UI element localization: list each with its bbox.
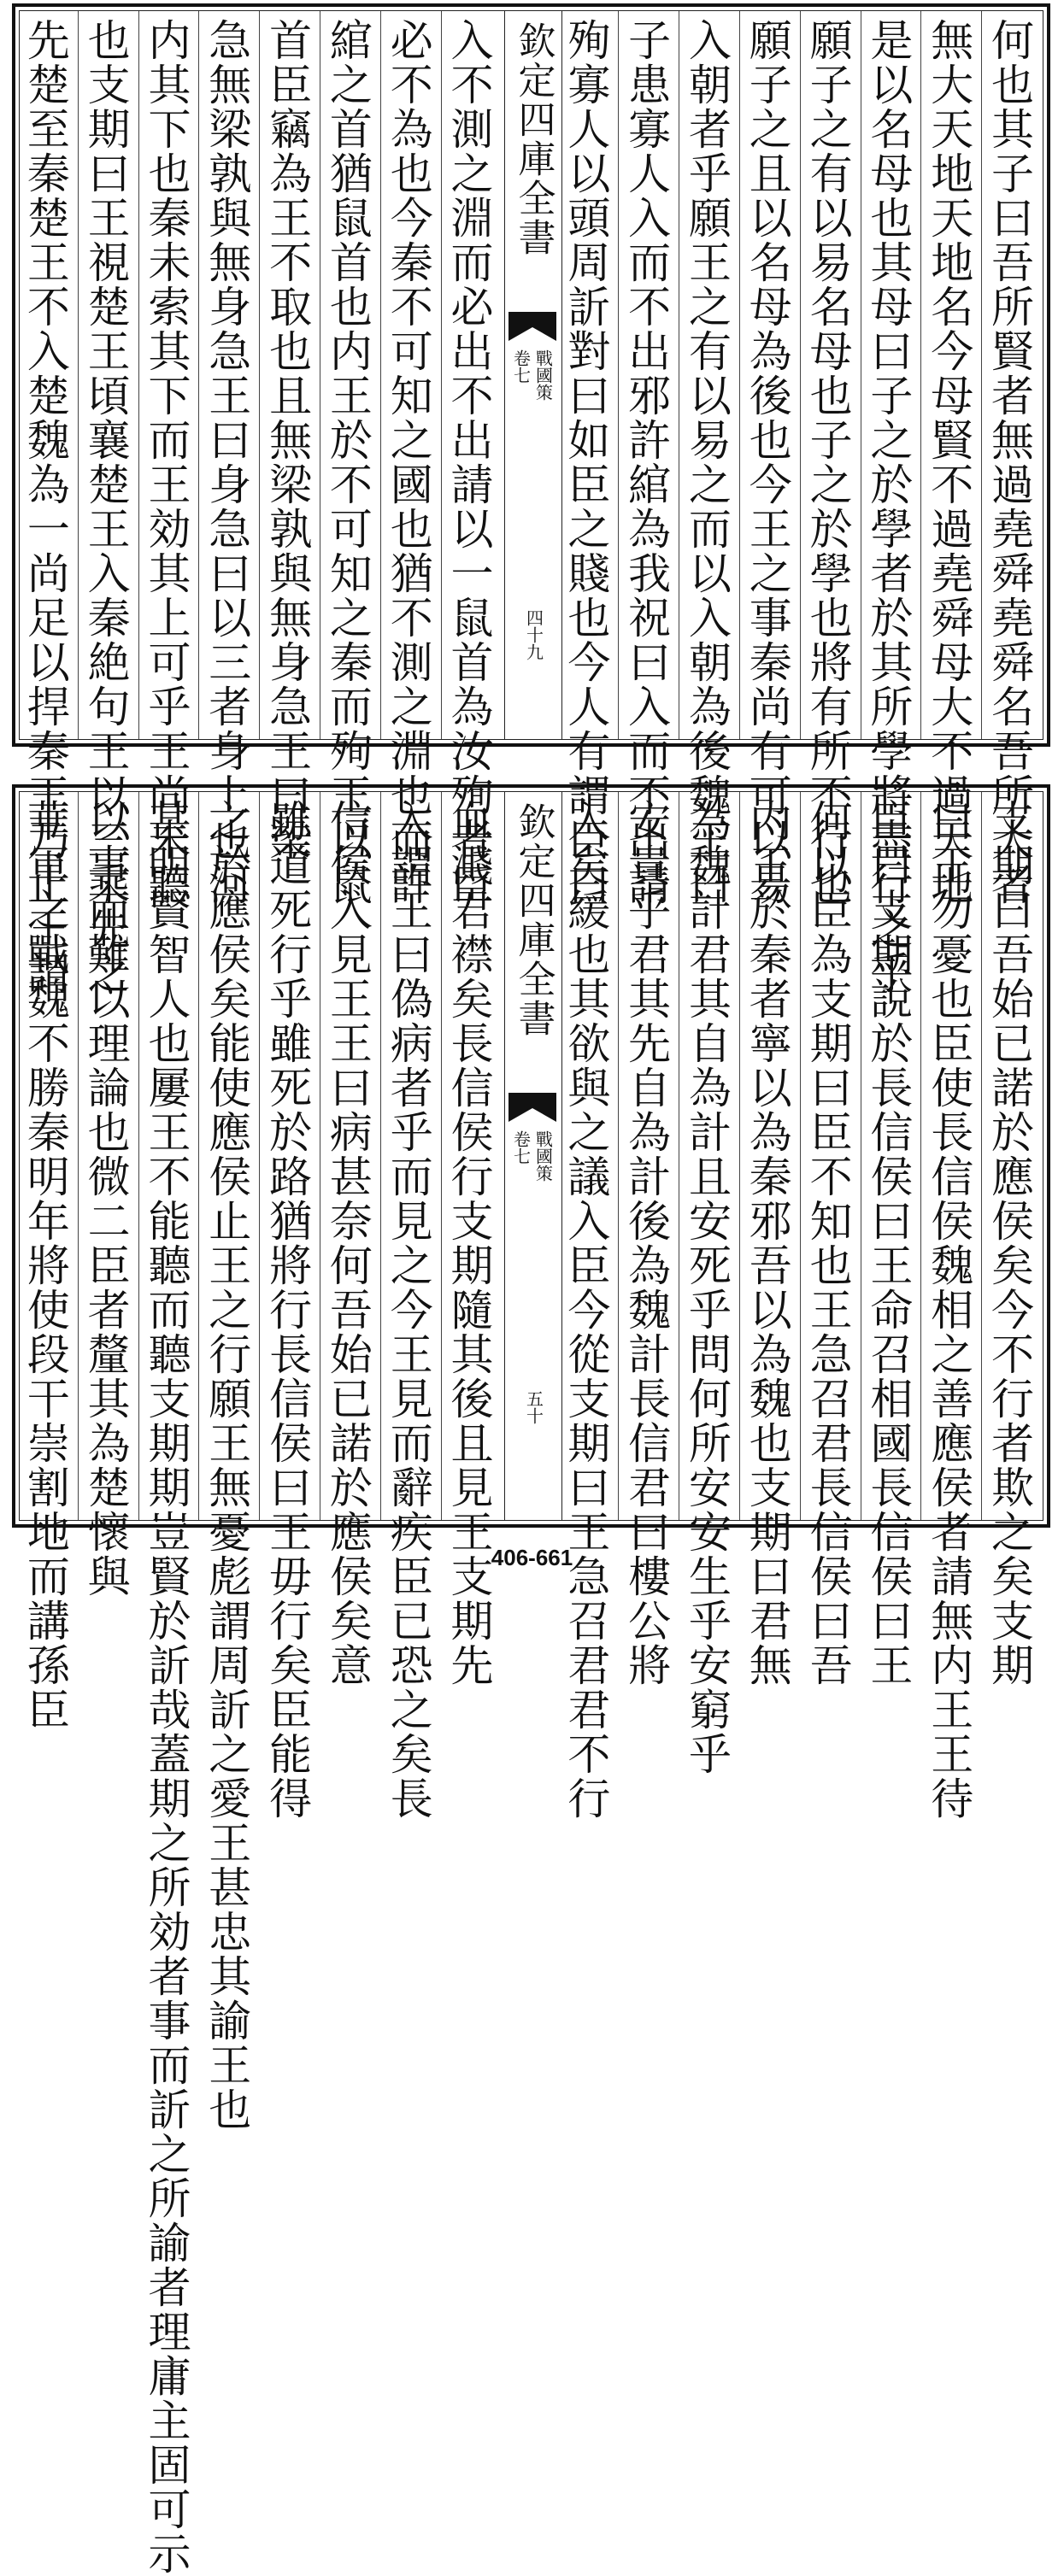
text-column: 綰之首猶鼠首也内王於不可知之秦而殉王以鼠 [322,18,373,907]
text-column: 入朝者乎願王之有以易之而以入朝為後魏王曰 [681,18,732,907]
top-page-frame [19,10,1043,995]
text-column: 血濺君襟矣長信侯行支期隨其後且見王支期先 [444,799,494,1687]
text-column: 甚明賢智人也屢王不能聽而聽支期期豈賢於訢哉蓋期之所効者事而訢之所諭者理庸主固可示 [141,799,191,2576]
text-column: 何也其子曰吾所賢者無過堯舜堯舜名吾所大者 [985,18,1034,907]
text-column: 願子之且以名母為後也今王之事秦尚有可以易 [742,18,792,907]
text-column: 雖道死行乎雖死於路猶將行長信侯曰王毋行矣臣能得 [262,799,313,1821]
text-column: 為魏計君其自為計且安死乎問何所安安生乎安窮乎 [681,799,732,1776]
text-column: 之於應侯矣能使應侯止王之行願王無憂彪謂周訢之愛王甚忠其諭王也 [202,799,252,2132]
text-column: 内其下也秦未索其下而王効其上可乎王尚未聽 [141,18,191,907]
top-page [12,3,1050,995]
column-rule [380,11,381,739]
column-rule [380,792,381,1520]
column-rule [441,792,442,1520]
column-rule [800,11,801,739]
column-rule [739,11,740,739]
column-rule [138,792,139,1520]
text-column: 願子之有以易名母也子之於學也將有所不行也 [802,18,853,907]
running-title: 欽定四庫全書 [511,802,556,1038]
fish-tail-mark-icon [508,312,556,341]
column-rule [739,792,740,1520]
page-number: 五十 [523,1390,544,1424]
text-column: 入謂王曰偽病者乎而見之今王見而辭疾臣已恐之矣長 [383,799,433,1821]
text-column: 先楚至秦楚王不入楚魏為一尚足以捍秦王乃止王謂 [20,18,70,995]
book-title: 戰國策 [532,1130,554,1182]
column-rule [78,792,79,1520]
column-rule [920,792,921,1520]
running-title: 欽定四庫全書 [511,21,556,257]
center-fold-strip [504,11,562,739]
text-column: 支期曰吾始已諾於應侯矣今不行者欺之矣支期 [985,799,1034,1687]
column-rule [78,11,79,739]
column-rule [981,11,982,739]
text-column: 子患寡人入而不出邪許綰為我祝曰入而不出請 [621,18,672,907]
column-rule [920,11,921,739]
text-column: 必不為也今秦不可知之國也猶不測之淵也而許 [383,18,433,907]
text-column: 是以名母也其母曰子之於學者於其所學將盡行之乎 [863,18,914,995]
column-rule [259,11,260,739]
text-column: 曰王勿憂也臣使長信侯魏相之善應侯者請無内王王待 [924,799,974,1821]
column-rule [138,11,139,739]
column-rule [441,11,442,739]
page-number: 四十九 [523,609,544,660]
book-title: 戰國策 [532,349,554,401]
column-rule [259,792,260,1520]
column-rule [800,792,801,1520]
text-column: 也支期曰王視楚王頃襄楚王入秦絶句王以三乘先之 [80,18,131,995]
text-column: 急無梁孰與無身急王曰身急曰以三者身上也河 [202,18,252,907]
text-column: 臣曰支期說於長信侯曰王命召相國長信侯曰王 [863,799,914,1687]
column-rule [198,11,199,739]
center-fold-strip [504,792,562,1520]
text-column: 無大天地天地名今母賢不過堯舜母大不過天地 [924,18,974,907]
column-rule [618,11,619,739]
text-column: 安貴乎君其先自為計後為魏計長信君曰樓公將 [621,799,672,1687]
text-column: 首臣竊為王不取也且無梁孰與無身急王曰梁 [262,18,313,862]
text-column: 入不測之淵而必出不出請以一鼠首為汝殉者臣 [444,18,494,907]
text-column: 殉寡人以頭周訢對曰如臣之賤也今人有謂臣曰 [561,18,611,907]
text-column: 何以臣為支期曰臣不知也王急召君長信侯曰吾 [802,799,853,1687]
column-rule [618,792,619,1520]
column-rule [198,792,199,1520]
text-column: 入矣緩也其欲與之議入臣今從支期曰王急召君君不行 [561,799,611,1821]
text-column: 内王於秦者寧以為秦邪吾以為魏也支期曰君無 [742,799,792,1687]
volume-label: 卷七 [510,1130,532,1165]
text-column: 以事而難以理論也微二臣者釐其為楚懷與 [80,799,131,1599]
fish-tail-mark-icon [508,1093,556,1122]
text-column: 華軍之戰魏不勝秦明年將使段干崇割地而講孫臣 [20,799,70,1732]
column-rule [981,792,982,1520]
text-column: 信侯入見王王曰病甚奈何吾始已諾於應侯矣意 [322,799,373,1687]
page-footer-number: 406-661 [491,1545,573,1570]
volume-label: 卷七 [510,349,532,384]
